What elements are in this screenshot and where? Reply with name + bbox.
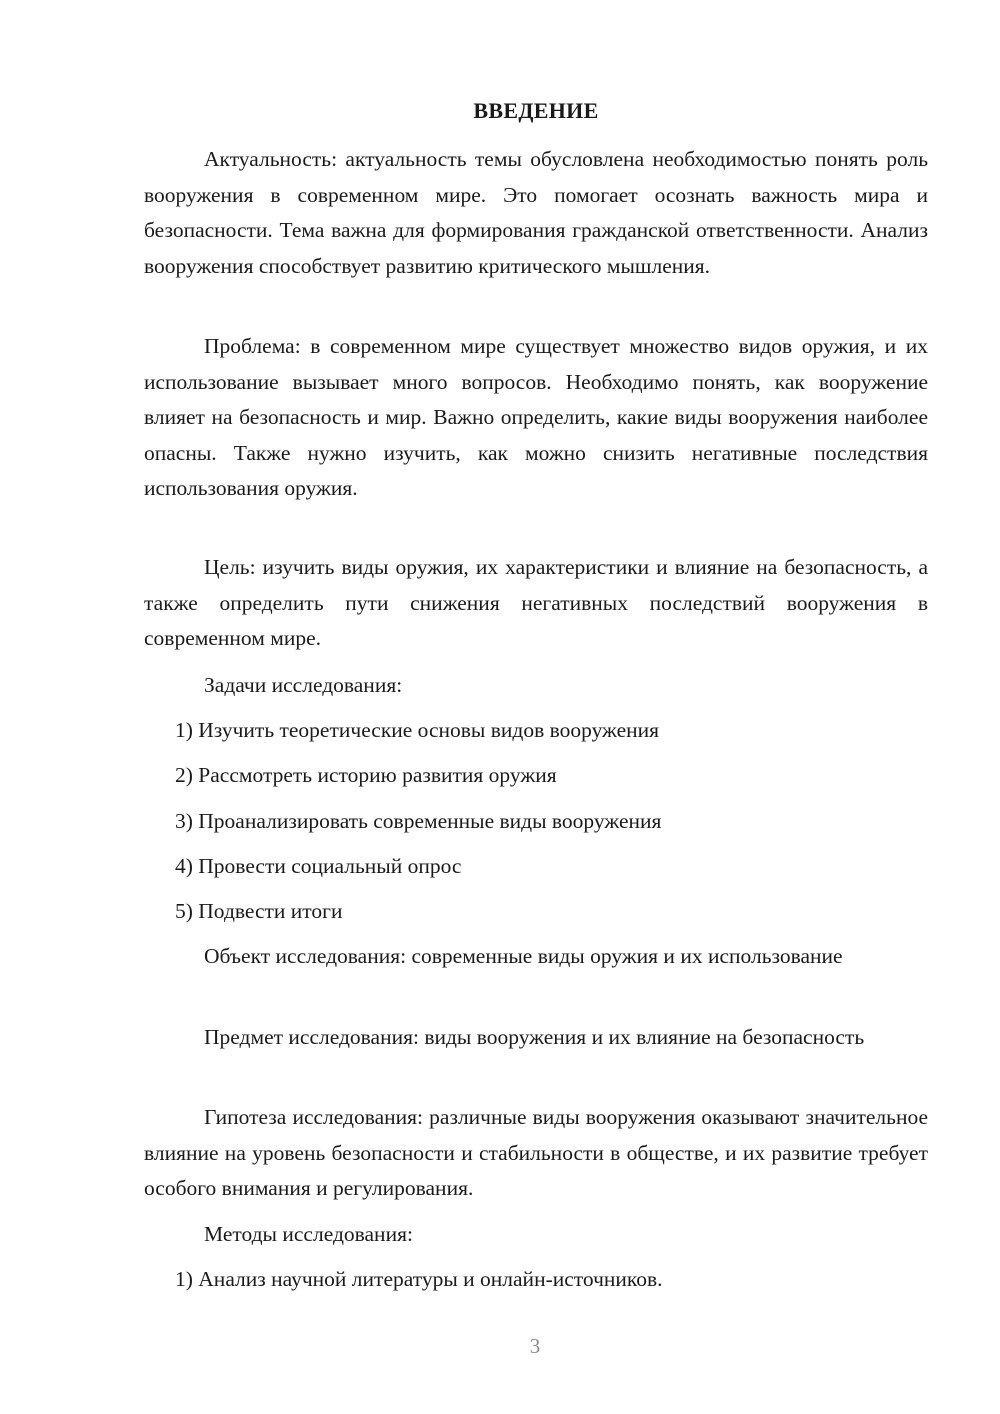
relevance-paragraph: Актуальность: актуальность темы обусловлена необходимостью понять роль вооружения в современном мире. Это помогает осознать важность мира и безопасности. Тема важна для формирования гражданской ответственности. Анализ вооружения способствует развитию критического мышления. — [144, 147, 928, 278]
task-item: 2) Рассмотреть историю развития оружия — [175, 763, 557, 787]
problem-paragraph: Проблема: в современном мире существует множество видов оружия, и их использование вызывает много вопросов. Необходимо понять, как вооружение влияет на безопасность и мир. Важно определить, какие виды вооружения наиболее опасны. Также нужно изучить, как можно снизить негативные последствия использования оружия. — [144, 334, 928, 500]
page-title: ВВЕДЕНИЕ — [473, 98, 599, 123]
methods-heading: Методы исследования: — [204, 1222, 413, 1246]
hypothesis-paragraph: Гипотеза исследования: различные виды вооружения оказывают значительное влияние на уровень безопасности и стабильности в обществе, и их развитие требует особого внимания и регулирования. — [144, 1105, 928, 1200]
task-item: 3) Проанализировать современные виды вооружения — [175, 809, 662, 833]
task-item: 5) Подвести итоги — [175, 899, 343, 923]
task-item: 4) Провести социальный опрос — [175, 854, 462, 878]
goal-paragraph: Цель: изучить виды оружия, их характеристики и влияние на безопасность, а также определить пути снижения негативных последствий вооружения в современном мире. — [144, 555, 928, 650]
page-number: 3 — [529, 1334, 541, 1358]
tasks-heading: Задачи исследования: — [204, 673, 403, 697]
subject-paragraph: Предмет исследования: виды вооружения и их влияние на безопасность — [204, 1025, 865, 1049]
method-item: 1) Анализ научной литературы и онлайн-источников. — [175, 1267, 663, 1291]
object-paragraph: Объект исследования: современные виды оружия и их использование — [204, 944, 843, 968]
task-item: 1) Изучить теоретические основы видов вооружения — [175, 718, 660, 742]
